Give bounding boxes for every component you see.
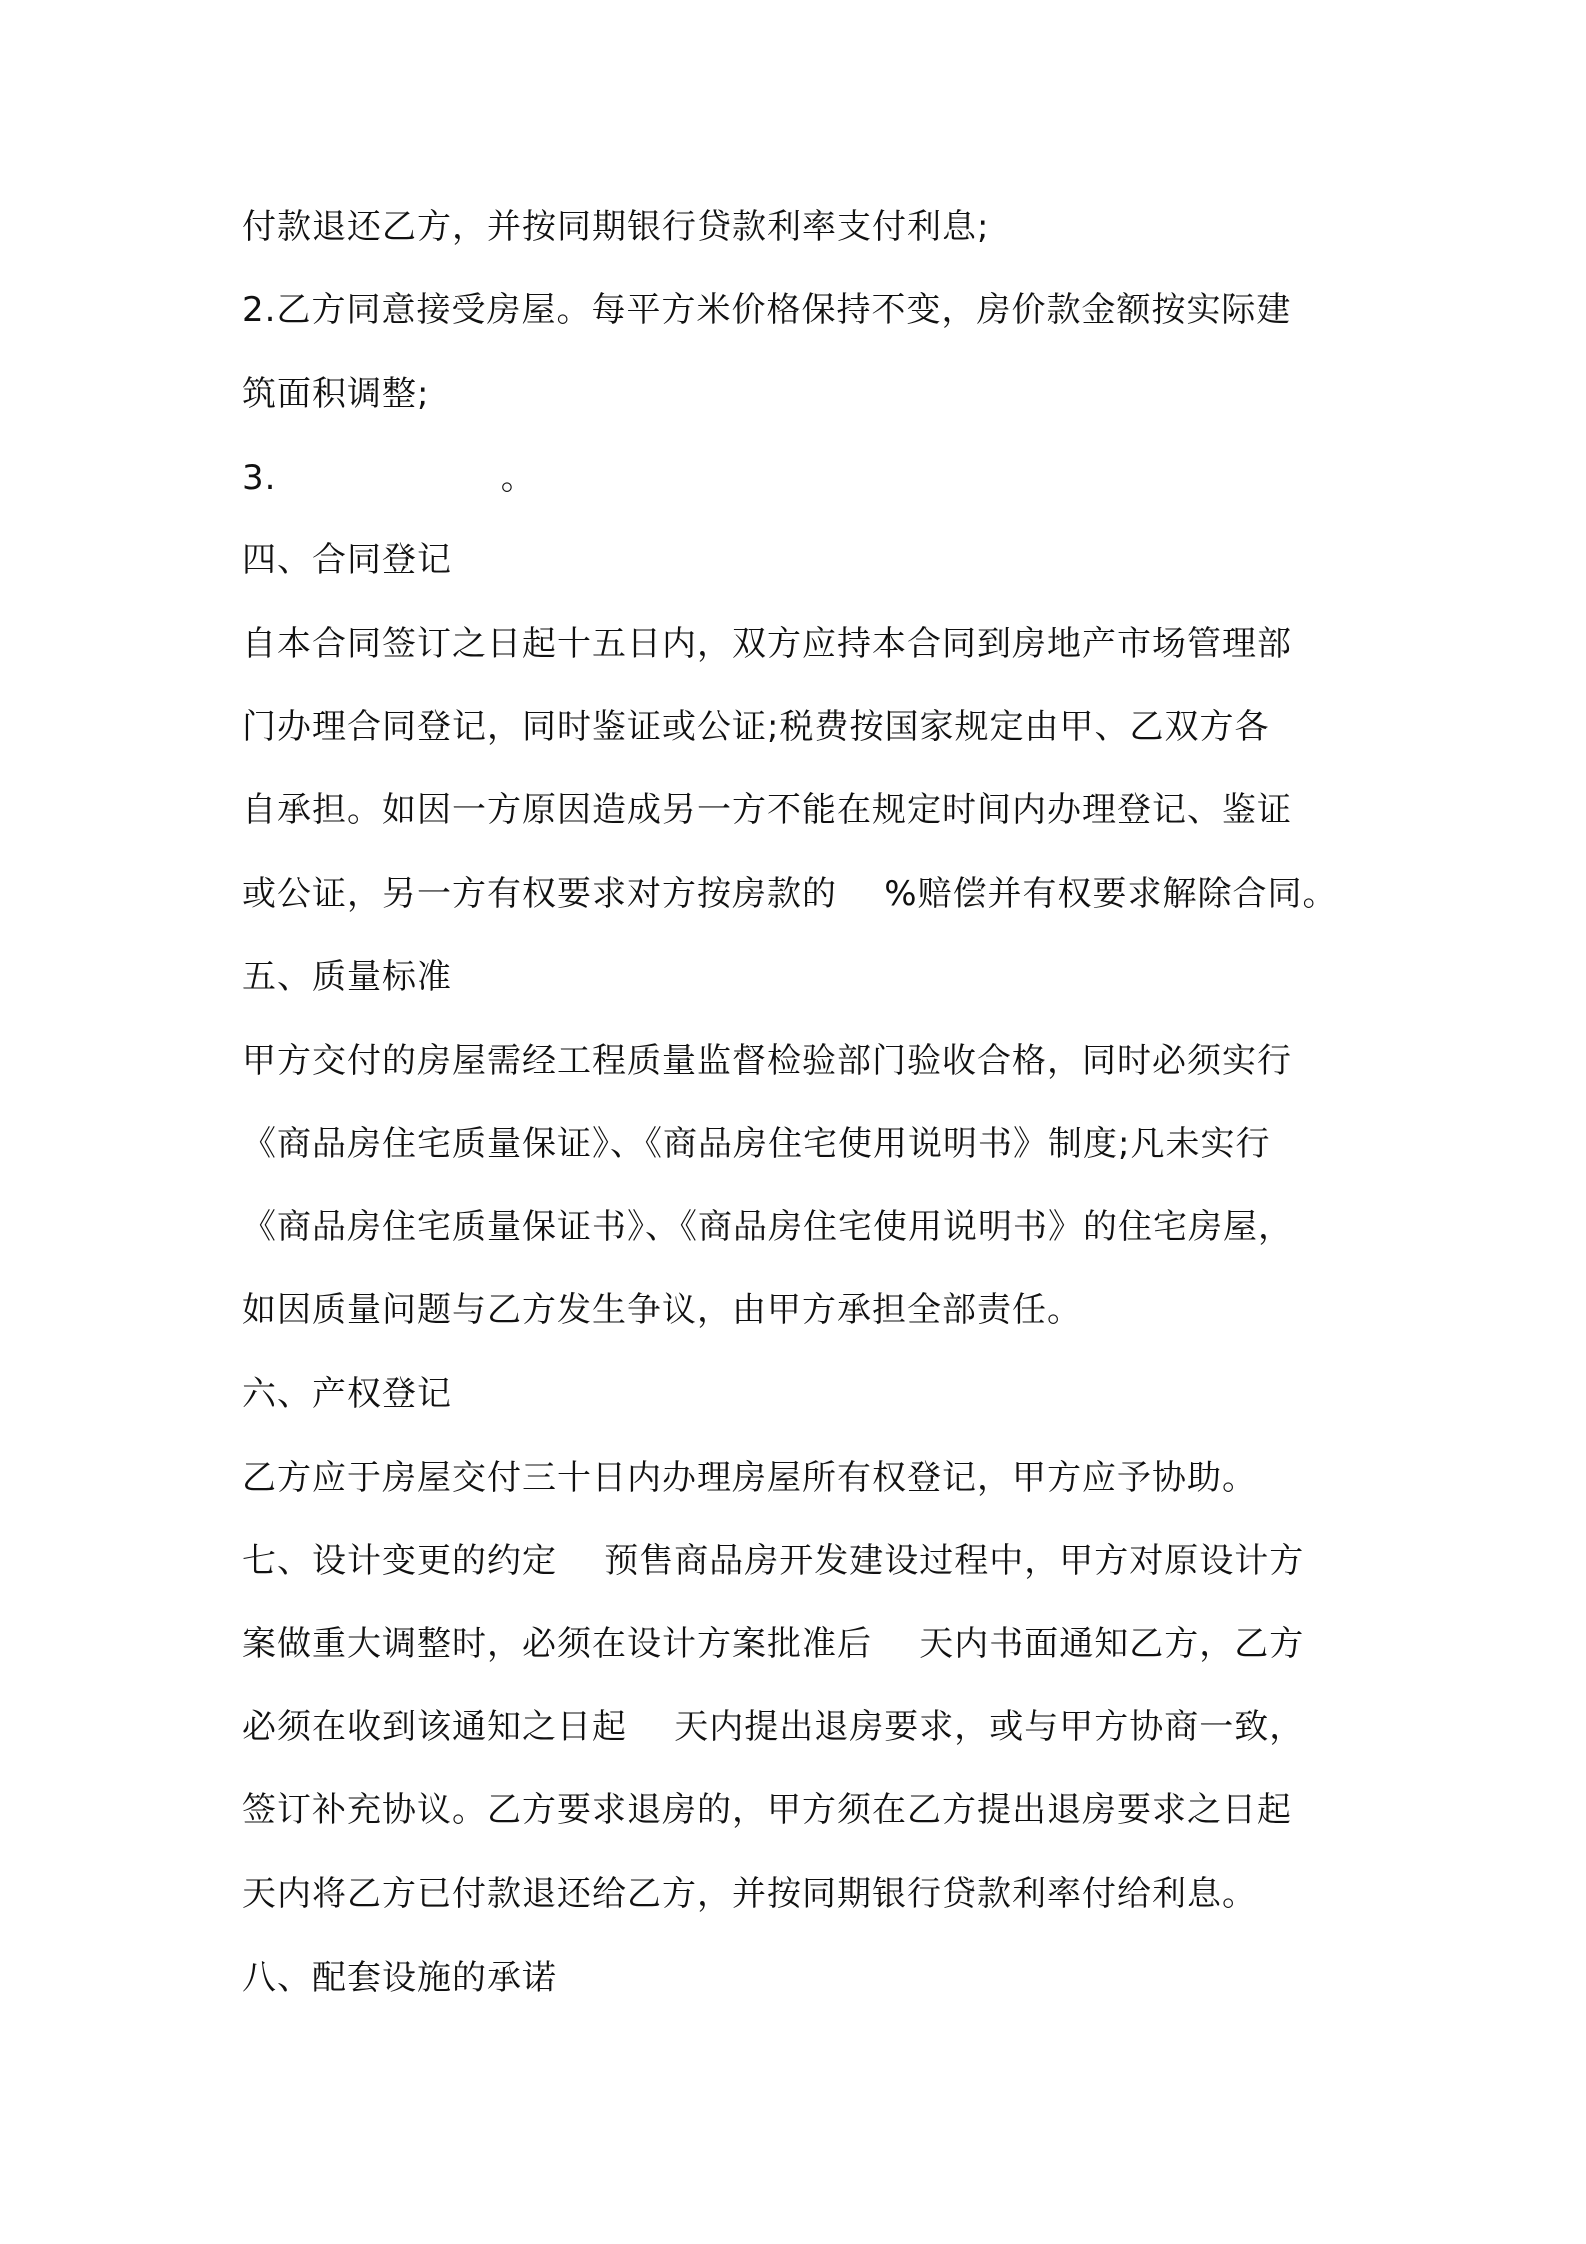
text-line: 门办理合同登记，同时鉴证或公证;税费按国家规定由甲、乙双方各 <box>242 707 1270 747</box>
text-line: 自本合同签订之日起十五日内，双方应持本合同到房地产市场管理部 <box>242 624 1292 664</box>
section-heading: 八、配套设施的承诺 <box>242 1958 557 1998</box>
section-heading: 七、设计变更的约定 预售商品房开发建设过程中，甲方对原设计方 <box>242 1541 1305 1581</box>
text-line: 自承担。如因一方原因造成另一方不能在规定时间内办理登记、鉴证 <box>242 790 1292 830</box>
text-line: 必须在收到该通知之日起 天内提出退房要求，或与甲方协商一致， <box>242 1707 1305 1747</box>
text-line: 如因质量问题与乙方发生争议，由甲方承担全部责任。 <box>242 1290 1082 1330</box>
text-line: 天内将乙方已付款退还给乙方，并按同期银行贷款利率付给利息。 <box>242 1874 1257 1914</box>
text-line: 《商品房住宅质量保证书》、《商品房住宅使用说明书》的住宅房屋， <box>242 1207 1293 1247</box>
text-line: 甲方交付的房屋需经工程质量监督检验部门验收合格，同时必须实行 <box>242 1041 1292 1081</box>
section-heading: 四、合同登记 <box>242 540 452 580</box>
text-line: 乙方应于房屋交付三十日内办理房屋所有权登记，甲方应予协助。 <box>242 1458 1257 1498</box>
text-line: 签订补充协议。乙方要求退房的，甲方须在乙方提出退房要求之日起 <box>242 1790 1292 1830</box>
text-line: 3. 。 <box>242 458 536 498</box>
text-line: 案做重大调整时，必须在设计方案批准后 天内书面通知乙方，乙方 <box>242 1624 1305 1664</box>
section-heading: 五、质量标准 <box>242 957 452 997</box>
text-line: 《商品房住宅质量保证》、《商品房住宅使用说明书》制度;凡未实行 <box>242 1124 1271 1164</box>
text-line: 付款退还乙方，并按同期银行贷款利率支付利息; <box>242 207 990 247</box>
text-line: 或公证，另一方有权要求对方按房款的 %赔偿并有权要求解除合同。 <box>242 874 1338 914</box>
text-line: 筑面积调整; <box>242 374 430 414</box>
section-heading: 六、产权登记 <box>242 1374 452 1414</box>
text-line: 2.乙方同意接受房屋。每平方米价格保持不变，房价款金额按实际建 <box>242 290 1292 330</box>
